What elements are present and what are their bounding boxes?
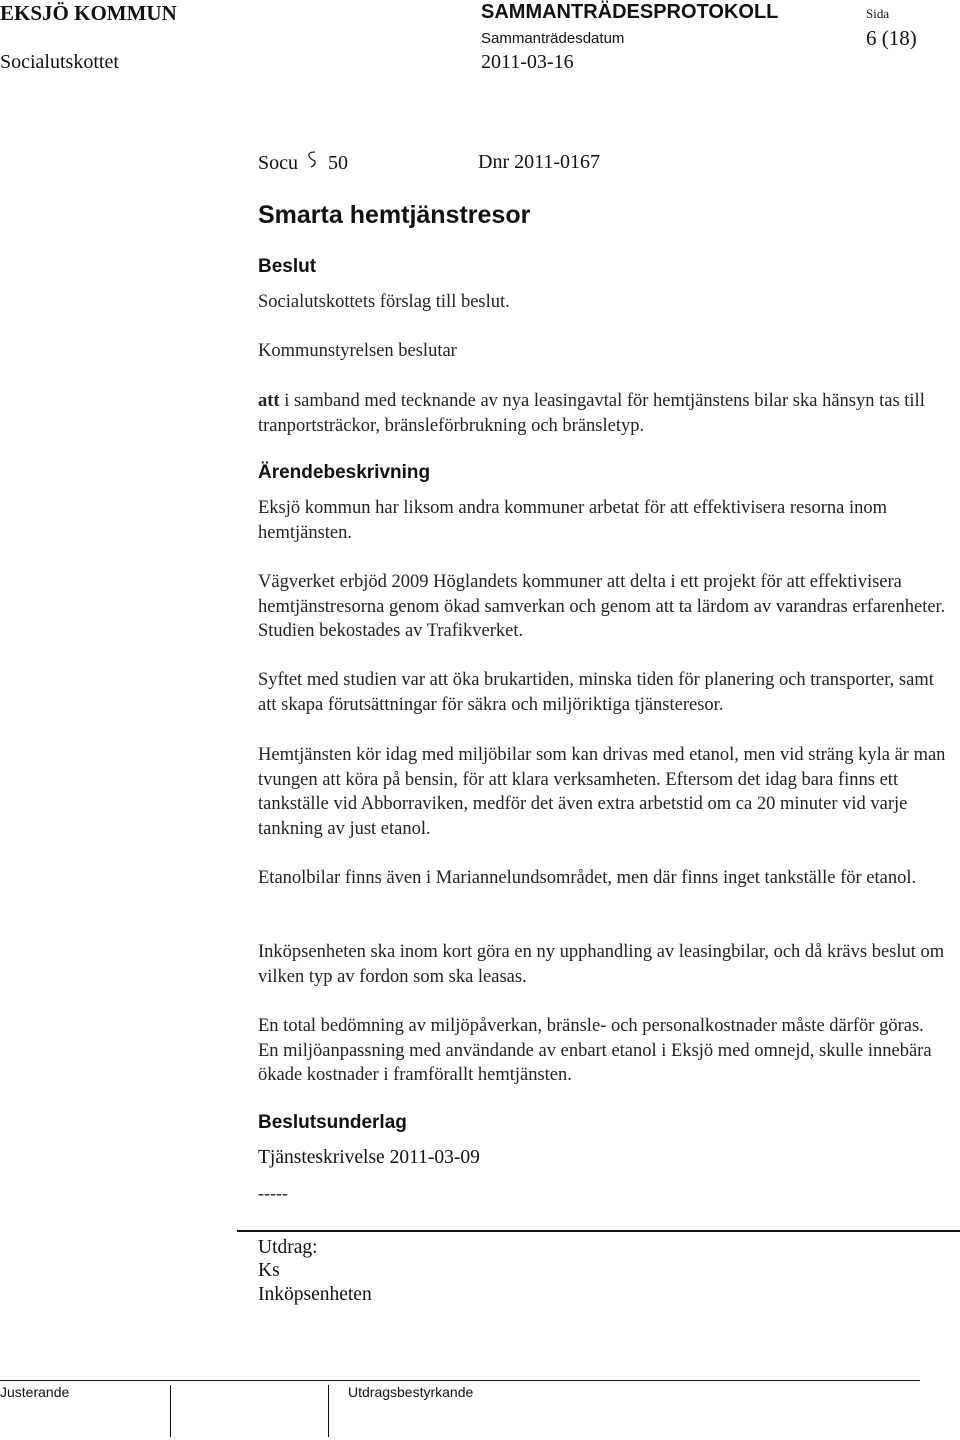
underlag-heading: Beslutsunderlag — [258, 1112, 407, 1133]
case-title: Smarta hemtjänstresor — [258, 201, 531, 229]
arende-paragraph: Etanolbilar finns även i Mariannelundsområdet, men där finns inget tankställe för etanol. — [258, 868, 917, 888]
meeting-date-label: Sammanträdesdatum — [481, 30, 625, 47]
beslut-line1: Socialutskottets förslag till beslut. — [258, 292, 510, 312]
footer-signature-divider — [328, 1385, 329, 1437]
footer-justerande: Justerande — [0, 1384, 70, 1400]
beslut-heading: Beslut — [258, 256, 317, 277]
municipality-name: EKSJÖ KOMMUN — [0, 1, 177, 25]
case-paragraph — [258, 151, 348, 175]
meeting-date: 2011-03-16 — [481, 51, 574, 73]
arende-paragraph: Hemtjänsten kör idag med miljöbilar som kan drivas med etanol, men vid sträng kyla är man tvungen att köra på bensin, för att klara verksamheten. Eftersom det idag bara finns ett tankställe vid Abborraviken, medför det även extra arbetstid om ca 20 minuter vid varje tankning av just etanol. — [258, 745, 946, 839]
arende-paragraph: Eksjö kommun har liksom andra kommuner arbetat för att effektivisera resorna inom hemtjänsten. — [258, 498, 887, 543]
utdrag-label: Utdrag: — [258, 1237, 318, 1258]
arende-paragraph: Vägverket erbjöd 2009 Höglandets kommuner att delta i ett projekt för att effektivisera hemtjänstresorna genom ökad samverkan och genom att ta lärdom av varandras erfarenheter. Studien bekostades av Trafikverket. — [258, 572, 946, 641]
arende-heading: Ärendebeskrivning — [258, 462, 431, 483]
beslut-line2: Kommunstyrelsen beslutar — [258, 341, 457, 361]
paragraph-prefix: Socu — [258, 152, 298, 174]
paragraph-number: 50 — [328, 152, 348, 174]
arende-paragraph: Inköpsenheten ska inom kort göra en ny upphandling av leasingbilar, och då krävs beslut om vilken typ av fordon som ska leasas. — [258, 942, 945, 987]
underlag-dashes: ----- — [258, 1183, 288, 1203]
utdrag-recipient: Ks — [258, 1260, 280, 1281]
arende-paragraph: En total bedömning av miljöpåverkan, bränsle- och personalkostnader måste därför göras. En miljöanpassning med användande av enbart etanol i Eksjö med omnejd, skulle innebära ökade kostnader i framförallt hemtjänsten. — [258, 1016, 932, 1085]
arende-paragraph: Syftet med studien var att öka brukartiden, minska tiden för planering och transporter, samt att skapa förutsättningar för säkra och miljöriktiga tjänsteresor. — [258, 670, 934, 715]
utdrag-recipient: Inköpsenheten — [258, 1284, 372, 1305]
beslut-att-clause — [258, 389, 948, 438]
att-text: i samband med tecknande av nya leasingavtal för hemtjänstens bilar ska hänsyn tas till tranportsträckor, bränsleförbrukning och bränsletyp. — [258, 391, 925, 436]
footer-rule — [0, 1380, 920, 1381]
dnr: Dnr 2011-0167 — [478, 151, 601, 173]
footer-utdragsbestyrkande: Utdragsbestyrkande — [348, 1384, 474, 1400]
section-divider — [237, 1230, 960, 1232]
footer-signature-divider — [170, 1385, 171, 1437]
att-word: att — [258, 391, 280, 411]
committee-name: Socialutskottet — [0, 51, 119, 73]
page-label: Sida — [866, 6, 890, 21]
document-type: SAMMANTRÄDESPROTOKOLL — [481, 1, 779, 23]
underlag-item: Tjänsteskrivelse 2011-03-09 — [258, 1147, 480, 1168]
page-number: 6 (18) — [866, 26, 917, 50]
paragraph-sign-icon — [307, 151, 317, 175]
